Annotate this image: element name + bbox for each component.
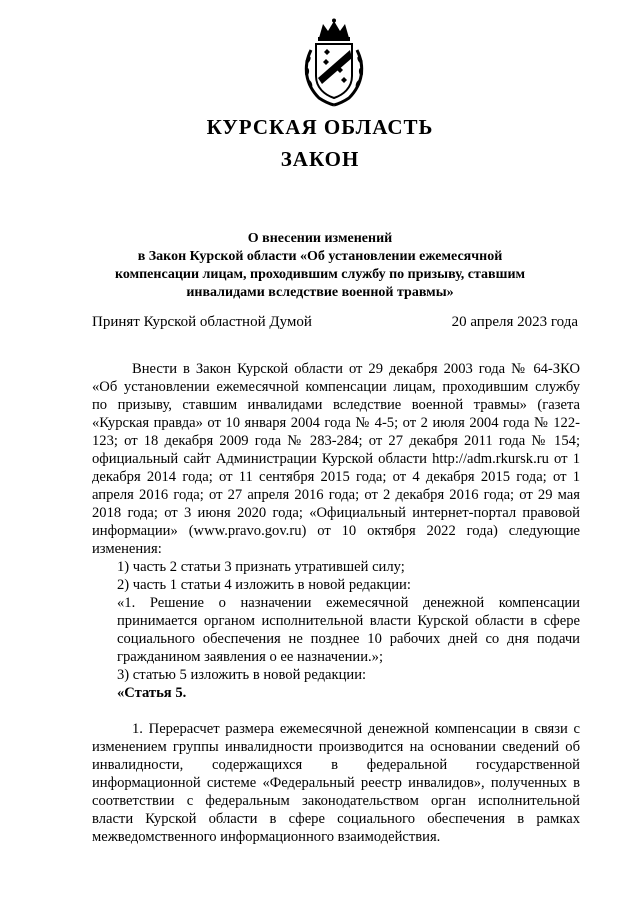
amendment-item: 3) статью 5 изложить в новой редакции: <box>117 667 367 683</box>
document-type-heading: ЗАКОН <box>280 147 360 171</box>
law-title-line: инвалидами вследствие военной травмы» <box>186 285 454 300</box>
law-body <box>92 360 580 846</box>
law-title-line: О внесении изменений <box>247 231 393 246</box>
region-heading: КУРСКАЯ ОБЛАСТЬ <box>206 115 434 139</box>
accepted-by-text: Принят Курской областной Думой <box>92 314 312 330</box>
quoted-text: «1. Решение о назначении ежемесячной денежной компенсации принимается органом исполнительной власти Курской области в сфере социального обеспечения не позднее 10 рабочих дней со дня подачи гражданином заявления о ее назначении.»; <box>117 595 580 665</box>
kursk-coat-of-arms-emblem <box>297 18 371 108</box>
acceptance-line <box>92 314 578 331</box>
amendment-item: 1) часть 2 статьи 3 признать утратившей силу; <box>117 559 405 575</box>
amendment-item: 2) часть 1 статьи 4 изложить в новой редакции: <box>117 577 411 593</box>
article-heading: «Статья 5. <box>117 685 187 701</box>
article-paragraph: 1. Перерасчет размера ежемесячной денежной компенсации в связи с изменением группы инвалидности производится на основании сведений об инвалидности, содержащихся в федеральной государственной информационной системе «Федеральный реестр инвалидов», полученных в соответствии с федеральным законодательством орган исполнительной власти Курской области в сфере социального обеспечения в рамках межведомственного информационного взаимодействия. <box>92 721 580 845</box>
accepted-date-text: 20 апреля 2023 года <box>451 314 578 330</box>
law-title-line: в Закон Курской области «Об установлении ежемесячной <box>137 249 503 264</box>
law-title-line: компенсации лицам, проходившим службу по призыву, ставшим <box>114 267 526 282</box>
intro-paragraph: Внести в Закон Курской области от 29 декабря 2003 года № 64-ЗКО «Об установлении ежемесячной компенсации лицам, проходившим службу по призыву, ставшим инвалидами вследствие военной травмы» (газета «Курская правда» от 10 января 2004 года № 4-5; от 2 июля 2004 года № 122-123; от 18 декабря 2009 года № 283-284; от 27 декабря 2011 года № 154; официальный сайт Администрации Курской области http://adm.rkursk.ru от 1 декабря 2014 года; от 11 сентября 2015 года; от 4 декабря 2015 года; от 1 апреля 2016 года; от 27 апреля 2016 года; от 2 декабря 2016 года; от 29 мая 2018 года; от 3 июня 2020 года; «Официальный интернет-портал правовой информации» (www.pravo.gov.ru) от 10 октября 2022 года) следующие изменения: <box>92 361 580 557</box>
law-title <box>80 230 560 302</box>
